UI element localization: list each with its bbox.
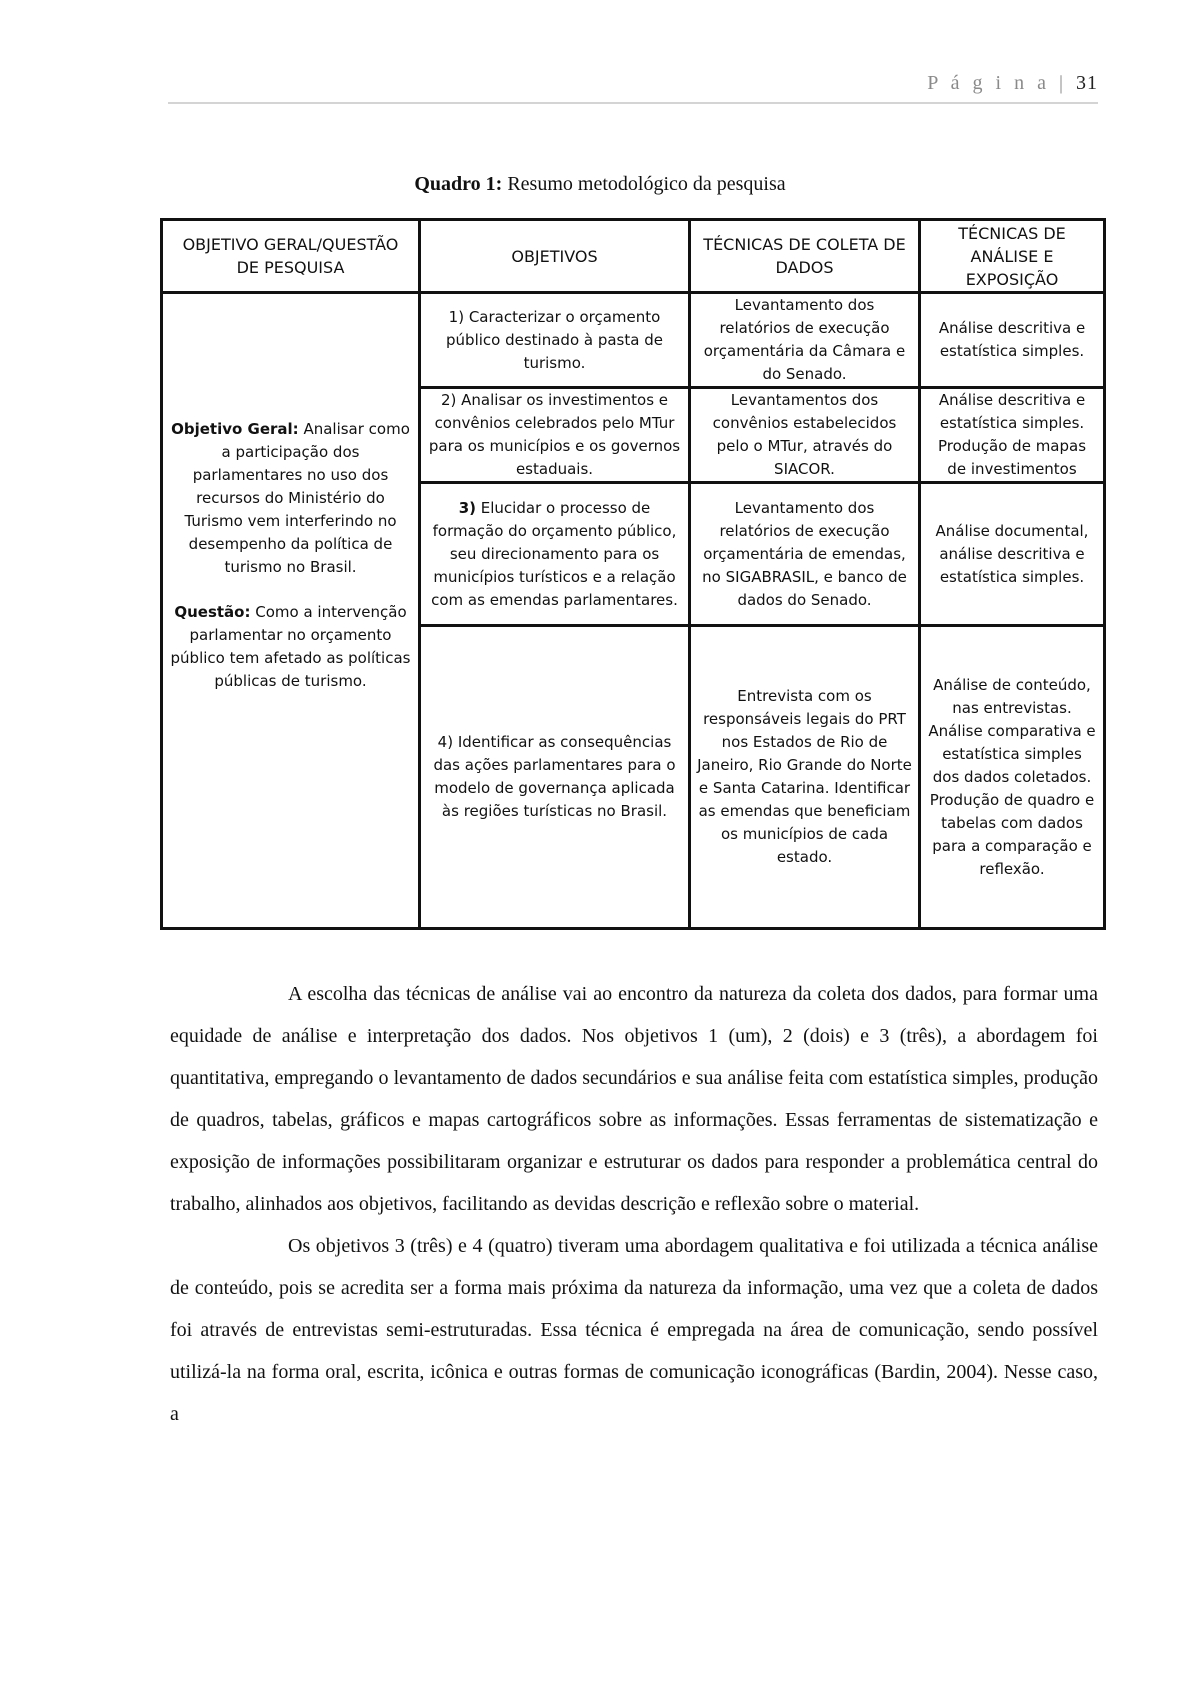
page-number-value: 31 xyxy=(1076,72,1098,94)
objective-cell: 4) Identificar as consequências das ações parlamentares para o modelo de governança aplicada às regiões turísticas no Brasil. xyxy=(420,626,690,929)
table-header-row xyxy=(162,220,1105,293)
table-row xyxy=(162,293,1105,388)
paragraph: Os objetivos 3 (três) e 4 (quatro) tiveram uma abordagem qualitativa e foi utilizada a técnica análise de conteúdo, pois se acredita ser a forma mais próxima da natureza da informação, uma vez que a coleta de dados foi através de entrevistas semi-estruturadas. Essa técnica é empregada na área de comunicação, sendo possível utilizá-la na forma oral, escrita, icônica e outras formas de comunicação iconográficas (Bardin, 2004). Nesse caso, a xyxy=(170,1235,1098,1425)
header-analysis-techniques: TÉCNICAS DE ANÁLISE E EXPOSIÇÃO xyxy=(920,220,1105,293)
methodology-table xyxy=(160,218,1106,930)
paragraph: A escolha das técnicas de análise vai ao encontro da natureza da coleta dos dados, para formar uma equidade de análise e interpretação dos dados. Nos objetivos 1 (um), 2 (dois) e 3 (três), a abordagem foi quantitativa, empregando o levantamento de dados secundários e sua análise feita com estatística simples, produção de quadros, tabelas, gráficos e mapas cartográficos sobre as informações. Essas ferramentas de sistematização e exposição de informações possibilitaram organizar e estruturar os dados para responder a problemática central do trabalho, alinhados aos objetivos, facilitando as devidas descrição e reflexão sobre o material. xyxy=(170,983,1098,1215)
objective-cell xyxy=(420,483,690,626)
analysis-cell: Análise documental, análise descritiva e estatística simples. xyxy=(920,483,1105,626)
analysis-cell: Análise descritiva e estatística simples. Produção de mapas de investimentos xyxy=(920,388,1105,483)
table-caption xyxy=(0,173,1200,196)
research-question-text: Como a intervenção parlamentar no orçamento público tem afetado as políticas públicas de turismo. xyxy=(170,603,411,690)
body-text xyxy=(170,973,1098,1435)
general-objective-cell xyxy=(162,293,420,929)
collection-cell: Entrevista com os responsáveis legais do PRT nos Estados de Rio de Janeiro, Rio Grande do Norte e Santa Catarina. Identificar as emendas que beneficiam os municípios de cada estado. xyxy=(690,626,920,929)
header-collection-techniques: TÉCNICAS DE COLETA DE DADOS xyxy=(690,220,920,293)
objective-text: Elucidar o processo de formação do orçamento público, seu direcionamento para os municípios turísticos e a relação com as emendas parlamentares. xyxy=(431,498,678,609)
page-label: P á g i n a | xyxy=(927,72,1067,94)
collection-cell: Levantamento dos relatórios de execução orçamentária da Câmara e do Senado. xyxy=(690,293,920,388)
research-question xyxy=(169,601,412,693)
page-header xyxy=(168,70,1098,104)
research-question-label: Questão: xyxy=(174,603,251,621)
header-general-objective: OBJETIVO GERAL/QUESTÃO DE PESQUISA xyxy=(162,220,420,293)
general-objective xyxy=(169,418,412,579)
header-objectives: OBJETIVOS xyxy=(420,220,690,293)
analysis-cell: Análise descritiva e estatística simples. xyxy=(920,293,1105,388)
analysis-cell: Análise de conteúdo, nas entrevistas. Análise comparativa e estatística simples dos dados coletados. Produção de quadro e tabelas com dados para a comparação e reflexão. xyxy=(920,626,1105,929)
collection-cell: Levantamento dos relatórios de execução orçamentária de emendas, no SIGABRASIL, e banco de dados do Senado. xyxy=(690,483,920,626)
caption-label: Quadro 1: xyxy=(414,173,503,195)
general-objective-text: Analisar como a participação dos parlamentares no uso dos recursos do Ministério do Turismo vem interferindo no desempenho da política de turismo no Brasil. xyxy=(184,420,410,576)
objective-cell: 1) Caracterizar o orçamento público destinado à pasta de turismo. xyxy=(420,293,690,388)
collection-cell: Levantamentos dos convênios estabelecidos pelo o MTur, através do SIACOR. xyxy=(690,388,920,483)
page-number xyxy=(927,72,1098,95)
objective-cell: 2) Analisar os investimentos e convênios celebrados pelo MTur para os municípios e os governos estaduais. xyxy=(420,388,690,483)
objective-number: 3) xyxy=(458,498,477,517)
caption-text: Resumo metodológico da pesquisa xyxy=(502,173,786,195)
general-objective-label: Objetivo Geral: xyxy=(171,420,299,438)
